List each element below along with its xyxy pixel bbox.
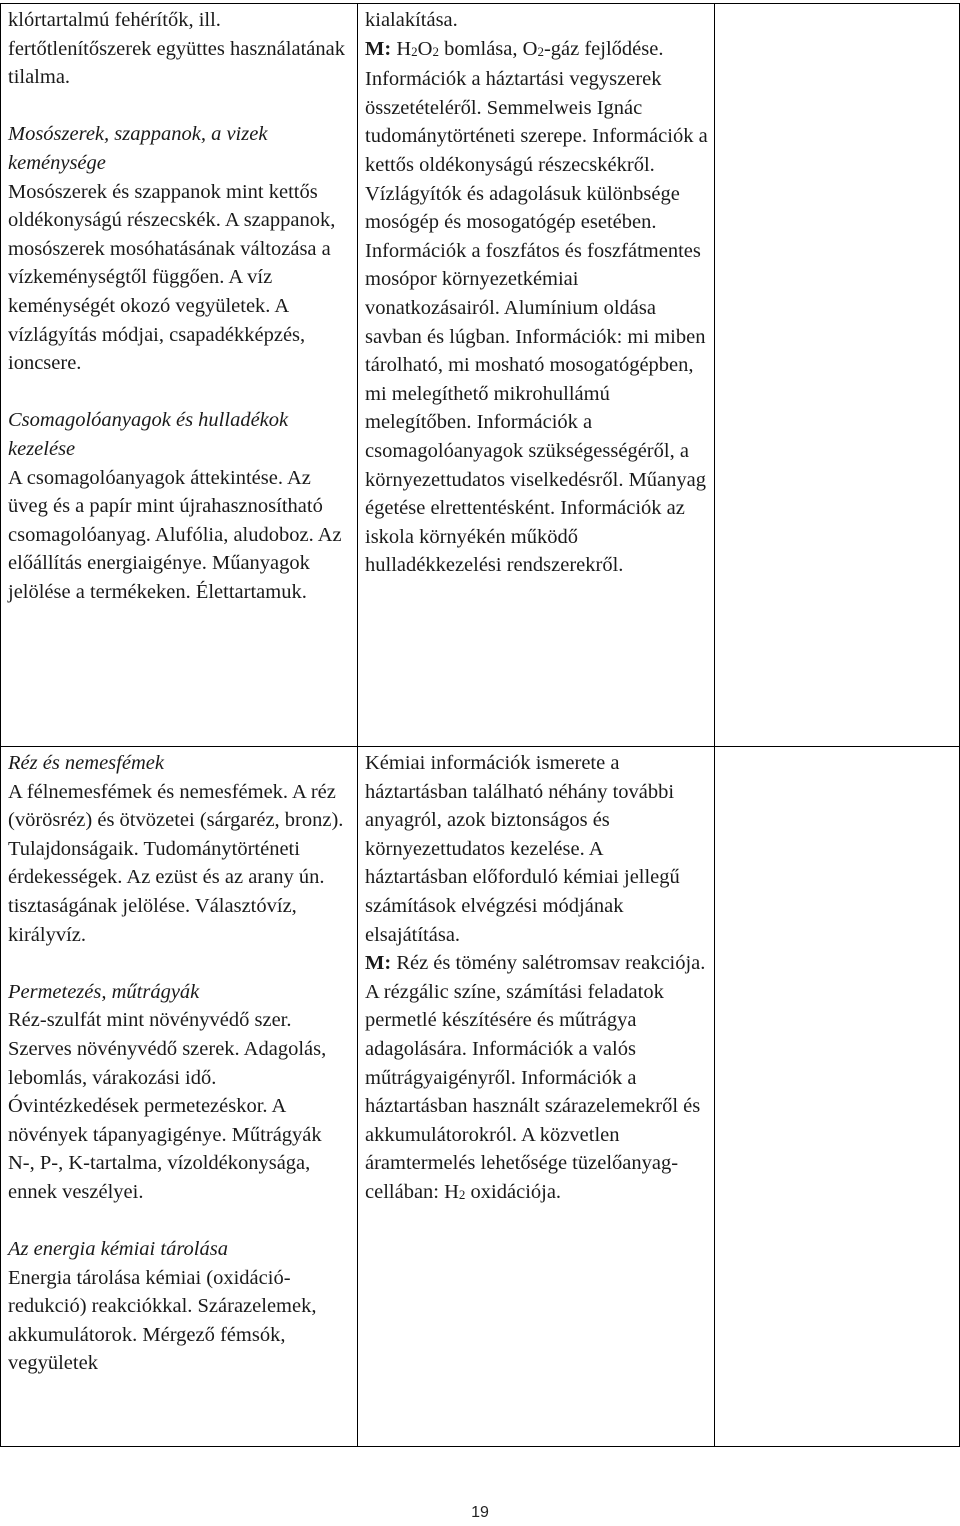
topic-heading: Csomagolóanyagok és hulladékok kezelése — [8, 409, 289, 460]
activity-text: kialakítása. M: $H_2O_2$ bomlása, $O_2$-gáz fejlődése. Információk a háztartási vegyszerek összetételéről. Semmelweis Ignác tudománytörténeti szerepe. Információk a kettős oldékonyságú részecskékről. Vízlágyítók és adagolásuk különbsége mosógép és mosogatógép esetében. Információk a foszfátos és foszfátmentes mosópor környezetkémiai vonatkozásairól. Alumínium oldása savban és lúgban. Információk: mi miben tárolható, mi mosható mosogatógépben, mi melegíthető mikrohullámú melegítőben. Információk a csomagolóanyagok szükségességéről, a környezettudatos viselkedésről. Műanyag égetése elrettentésként. Információk az iskola környékén működő hulladékkezelési rendszerekről. — [365, 9, 708, 577]
activity-cell — [358, 747, 715, 1447]
page-number: 19 — [471, 1504, 489, 1521]
topic-text: Réz-szulfát mint növényvédő szer. Szerves növényvédő szerek. Adagolás, lebomlás, várakozási idő. Óvintézkedések permetezéskor. A növények tápanyagigénye. Műtrágyák N-, P-, K-tartalma, vízoldékonysága, ennek veszélyei. — [8, 1009, 327, 1203]
activity-text: Kémiai információk ismerete a háztartásban található néhány további anyagról, azok biztonságos és környezettudatos kezelése. A háztartásban előforduló kémiai jellegű számítások elvégzési módjának elsajátítása. — [365, 752, 680, 946]
topic-text: A félnemesfémek és nemesfémek. A réz (vörösréz) és ötvözetei (sárgaréz, bronz). Tulajdonságaik. Tudománytörténeti érdekességek. Az ezüst és az arany ún. tisztaságának jelölése. Választóvíz, királyvíz. — [8, 780, 344, 946]
topic-cell — [1, 747, 358, 1447]
topic-text: klórtartalmú fehérítők, ill. fertőtlenítőszerek együttes használatának tilalma. — [8, 9, 345, 89]
activity-text: M: Réz és tömény salétromsav reakciója. — [365, 952, 706, 975]
topic-heading: Mosószerek, szappanok, a vizek keménysége — [8, 123, 268, 174]
activity-text: A rézgálic színe, számítási feladatok permetlé készítésére és műtrágya adagolására. Információk a valós műtrágyaigényről. Információk a háztartásban használt szárazelemekről és akkumulátorokról. A közvetlen áramtermelés lehetősége tüzelőanyag-cellában: $H_2$ oxidációja. — [365, 980, 701, 1203]
topic-heading: Permetezés, műtrágyák — [8, 980, 200, 1003]
topic-text: A csomagolóanyagok áttekintése. Az üveg és a papír mint újrahasznosítható csomagolóanyag. Alufólia, aludoboz. Az előállítás energiaigénye. Műanyagok jelölése a termékeken. Élettartamuk. — [8, 466, 342, 603]
empty-cell — [715, 4, 960, 747]
table-row — [1, 747, 960, 1447]
topic-text: Mosószerek és szappanok mint kettős oldékonyságú részecskék. A szappanok, mosószerek mosóhatásának változása a vízkeménységtől függően. A víz keménységét okozó vegyületek. A vízlágyítás módjai, csapadékképzés, ioncsere. — [8, 180, 336, 375]
empty-cell — [715, 747, 960, 1447]
activity-cell — [358, 4, 715, 747]
topic-cell — [1, 4, 358, 747]
table-row — [1, 4, 960, 747]
curriculum-table — [0, 3, 960, 1447]
topic-heading: Réz és nemesfémek — [8, 752, 164, 774]
topic-heading: Az energia kémiai tárolása — [8, 1238, 228, 1261]
topic-text: Energia tárolása kémiai (oxidáció-redukció) reakciókkal. Szárazelemek, akkumulátorok. Mérgező fémsók, vegyületek — [8, 1266, 317, 1375]
